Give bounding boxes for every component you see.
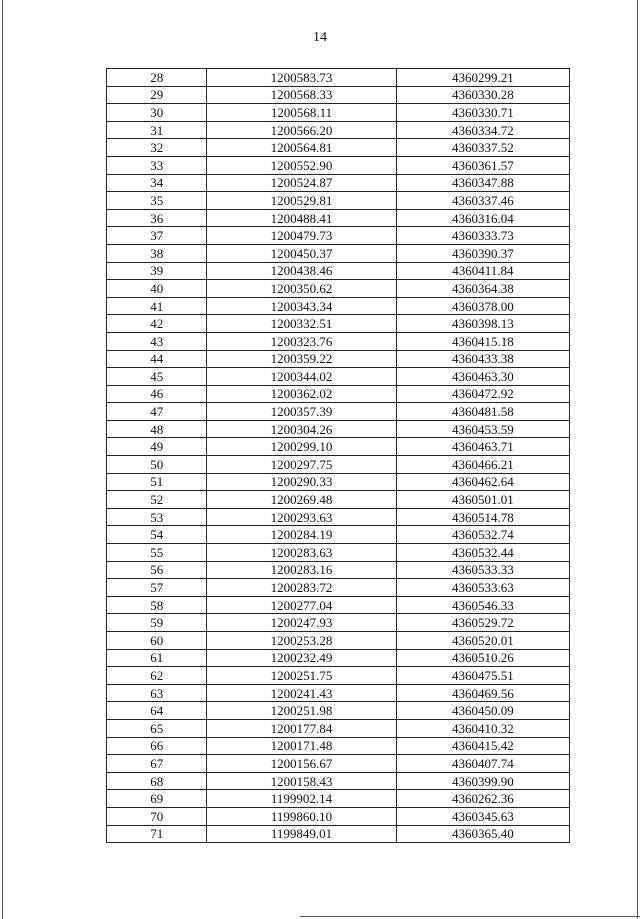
coordinates-table-body xyxy=(107,69,570,843)
y-coordinate-cell: 4360365.40 xyxy=(396,825,569,843)
x-coordinate-cell: 1200343.34 xyxy=(207,297,396,315)
point-number-cell: 43 xyxy=(107,332,207,350)
point-number-cell: 56 xyxy=(107,561,207,579)
y-coordinate-cell: 4360510.26 xyxy=(396,649,569,667)
x-coordinate-cell: 1200568.33 xyxy=(207,86,396,104)
x-coordinate-cell: 1200251.75 xyxy=(207,667,396,685)
y-coordinate-cell: 4360337.52 xyxy=(396,139,569,157)
y-coordinate-cell: 4360411.84 xyxy=(396,262,569,280)
x-coordinate-cell: 1200283.72 xyxy=(207,579,396,597)
x-coordinate-cell: 1200171.48 xyxy=(207,737,396,755)
point-number-cell: 44 xyxy=(107,350,207,368)
point-number-cell: 48 xyxy=(107,420,207,438)
point-number-cell: 49 xyxy=(107,438,207,456)
table-row xyxy=(107,772,570,790)
y-coordinate-cell: 4360472.92 xyxy=(396,385,569,403)
table-row xyxy=(107,139,570,157)
y-coordinate-cell: 4360529.72 xyxy=(396,614,569,632)
x-coordinate-cell: 1199860.10 xyxy=(207,807,396,825)
page-edge-right xyxy=(637,0,638,919)
point-number-cell: 31 xyxy=(107,121,207,139)
point-number-cell: 58 xyxy=(107,596,207,614)
table-row xyxy=(107,737,570,755)
table-row xyxy=(107,420,570,438)
table-row xyxy=(107,508,570,526)
point-number-cell: 41 xyxy=(107,297,207,315)
y-coordinate-cell: 4360378.00 xyxy=(396,297,569,315)
table-row xyxy=(107,385,570,403)
x-coordinate-cell: 1200299.10 xyxy=(207,438,396,456)
y-coordinate-cell: 4360450.09 xyxy=(396,702,569,720)
y-coordinate-cell: 4360316.04 xyxy=(396,209,569,227)
table-row xyxy=(107,491,570,509)
y-coordinate-cell: 4360481.58 xyxy=(396,403,569,421)
table-row xyxy=(107,368,570,386)
table-row xyxy=(107,825,570,843)
point-number-cell: 32 xyxy=(107,139,207,157)
point-number-cell: 70 xyxy=(107,807,207,825)
point-number-cell: 30 xyxy=(107,104,207,122)
point-number-cell: 29 xyxy=(107,86,207,104)
x-coordinate-cell: 1200438.46 xyxy=(207,262,396,280)
x-coordinate-cell: 1200479.73 xyxy=(207,227,396,245)
y-coordinate-cell: 4360398.13 xyxy=(396,315,569,333)
x-coordinate-cell: 1200283.63 xyxy=(207,544,396,562)
table-row xyxy=(107,297,570,315)
table-row xyxy=(107,403,570,421)
x-coordinate-cell: 1200359.22 xyxy=(207,350,396,368)
table-row xyxy=(107,755,570,773)
x-coordinate-cell: 1200277.04 xyxy=(207,596,396,614)
table-row xyxy=(107,315,570,333)
x-coordinate-cell: 1200450.37 xyxy=(207,244,396,262)
y-coordinate-cell: 4360337.46 xyxy=(396,192,569,210)
y-coordinate-cell: 4360475.51 xyxy=(396,667,569,685)
table-row xyxy=(107,438,570,456)
y-coordinate-cell: 4360533.63 xyxy=(396,579,569,597)
x-coordinate-cell: 1200253.28 xyxy=(207,632,396,650)
point-number-cell: 50 xyxy=(107,456,207,474)
table-row xyxy=(107,526,570,544)
x-coordinate-cell: 1200156.67 xyxy=(207,755,396,773)
table-row xyxy=(107,156,570,174)
point-number-cell: 64 xyxy=(107,702,207,720)
table-row xyxy=(107,174,570,192)
point-number-cell: 42 xyxy=(107,315,207,333)
page-edge-bottom xyxy=(300,916,640,917)
table-row xyxy=(107,456,570,474)
coordinates-table xyxy=(106,68,570,843)
point-number-cell: 57 xyxy=(107,579,207,597)
y-coordinate-cell: 4360415.18 xyxy=(396,332,569,350)
table-row xyxy=(107,614,570,632)
point-number-cell: 55 xyxy=(107,544,207,562)
y-coordinate-cell: 4360453.59 xyxy=(396,420,569,438)
x-coordinate-cell: 1200293.63 xyxy=(207,508,396,526)
point-number-cell: 53 xyxy=(107,508,207,526)
x-coordinate-cell: 1200269.48 xyxy=(207,491,396,509)
x-coordinate-cell: 1200283.16 xyxy=(207,561,396,579)
table-row xyxy=(107,649,570,667)
y-coordinate-cell: 4360399.90 xyxy=(396,772,569,790)
x-coordinate-cell: 1200297.75 xyxy=(207,456,396,474)
y-coordinate-cell: 4360463.71 xyxy=(396,438,569,456)
x-coordinate-cell: 1199849.01 xyxy=(207,825,396,843)
table-row xyxy=(107,332,570,350)
table-row xyxy=(107,702,570,720)
point-number-cell: 66 xyxy=(107,737,207,755)
x-coordinate-cell: 1200583.73 xyxy=(207,69,396,87)
table-row xyxy=(107,719,570,737)
y-coordinate-cell: 4360546.33 xyxy=(396,596,569,614)
x-coordinate-cell: 1200251.98 xyxy=(207,702,396,720)
y-coordinate-cell: 4360514.78 xyxy=(396,508,569,526)
table-row xyxy=(107,86,570,104)
x-coordinate-cell: 1200344.02 xyxy=(207,368,396,386)
table-row xyxy=(107,227,570,245)
y-coordinate-cell: 4360347.88 xyxy=(396,174,569,192)
x-coordinate-cell: 1200488.41 xyxy=(207,209,396,227)
y-coordinate-cell: 4360533.33 xyxy=(396,561,569,579)
point-number-cell: 61 xyxy=(107,649,207,667)
point-number-cell: 28 xyxy=(107,69,207,87)
table-row xyxy=(107,244,570,262)
y-coordinate-cell: 4360364.38 xyxy=(396,280,569,298)
point-number-cell: 33 xyxy=(107,156,207,174)
x-coordinate-cell: 1200568.11 xyxy=(207,104,396,122)
page-edge-left xyxy=(2,0,3,919)
point-number-cell: 35 xyxy=(107,192,207,210)
point-number-cell: 68 xyxy=(107,772,207,790)
y-coordinate-cell: 4360330.71 xyxy=(396,104,569,122)
x-coordinate-cell: 1200332.51 xyxy=(207,315,396,333)
x-coordinate-cell: 1200350.62 xyxy=(207,280,396,298)
y-coordinate-cell: 4360407.74 xyxy=(396,755,569,773)
point-number-cell: 34 xyxy=(107,174,207,192)
y-coordinate-cell: 4360433.38 xyxy=(396,350,569,368)
point-number-cell: 51 xyxy=(107,473,207,491)
x-coordinate-cell: 1200158.43 xyxy=(207,772,396,790)
table-row xyxy=(107,632,570,650)
x-coordinate-cell: 1200357.39 xyxy=(207,403,396,421)
table-row xyxy=(107,280,570,298)
point-number-cell: 45 xyxy=(107,368,207,386)
y-coordinate-cell: 4360333.73 xyxy=(396,227,569,245)
x-coordinate-cell: 1200524.87 xyxy=(207,174,396,192)
point-number-cell: 36 xyxy=(107,209,207,227)
y-coordinate-cell: 4360501.01 xyxy=(396,491,569,509)
point-number-cell: 62 xyxy=(107,667,207,685)
x-coordinate-cell: 1200362.02 xyxy=(207,385,396,403)
table-row xyxy=(107,104,570,122)
y-coordinate-cell: 4360299.21 xyxy=(396,69,569,87)
x-coordinate-cell: 1200232.49 xyxy=(207,649,396,667)
y-coordinate-cell: 4360462.64 xyxy=(396,473,569,491)
table-row xyxy=(107,262,570,280)
table-row xyxy=(107,807,570,825)
point-number-cell: 40 xyxy=(107,280,207,298)
table-row xyxy=(107,69,570,87)
y-coordinate-cell: 4360532.74 xyxy=(396,526,569,544)
table-row xyxy=(107,561,570,579)
point-number-cell: 54 xyxy=(107,526,207,544)
table-row xyxy=(107,684,570,702)
point-number-cell: 46 xyxy=(107,385,207,403)
table-row xyxy=(107,579,570,597)
y-coordinate-cell: 4360361.57 xyxy=(396,156,569,174)
y-coordinate-cell: 4360469.56 xyxy=(396,684,569,702)
point-number-cell: 67 xyxy=(107,755,207,773)
table-row xyxy=(107,790,570,808)
table-row xyxy=(107,544,570,562)
point-number-cell: 59 xyxy=(107,614,207,632)
point-number-cell: 60 xyxy=(107,632,207,650)
point-number-cell: 63 xyxy=(107,684,207,702)
y-coordinate-cell: 4360410.32 xyxy=(396,719,569,737)
point-number-cell: 69 xyxy=(107,790,207,808)
x-coordinate-cell: 1200529.81 xyxy=(207,192,396,210)
y-coordinate-cell: 4360532.44 xyxy=(396,544,569,562)
y-coordinate-cell: 4360463.30 xyxy=(396,368,569,386)
table-row xyxy=(107,473,570,491)
x-coordinate-cell: 1200290.33 xyxy=(207,473,396,491)
x-coordinate-cell: 1199902.14 xyxy=(207,790,396,808)
y-coordinate-cell: 4360345.63 xyxy=(396,807,569,825)
page-number: 14 xyxy=(313,30,327,45)
x-coordinate-cell: 1200304.26 xyxy=(207,420,396,438)
y-coordinate-cell: 4360330.28 xyxy=(396,86,569,104)
table-row xyxy=(107,121,570,139)
y-coordinate-cell: 4360262.36 xyxy=(396,790,569,808)
x-coordinate-cell: 1200552.90 xyxy=(207,156,396,174)
point-number-cell: 47 xyxy=(107,403,207,421)
x-coordinate-cell: 1200247.93 xyxy=(207,614,396,632)
x-coordinate-cell: 1200323.76 xyxy=(207,332,396,350)
point-number-cell: 52 xyxy=(107,491,207,509)
point-number-cell: 65 xyxy=(107,719,207,737)
table-row xyxy=(107,667,570,685)
y-coordinate-cell: 4360415.42 xyxy=(396,737,569,755)
y-coordinate-cell: 4360520.01 xyxy=(396,632,569,650)
y-coordinate-cell: 4360334.72 xyxy=(396,121,569,139)
point-number-cell: 37 xyxy=(107,227,207,245)
x-coordinate-cell: 1200177.84 xyxy=(207,719,396,737)
table-row xyxy=(107,192,570,210)
table-row xyxy=(107,209,570,227)
y-coordinate-cell: 4360390.37 xyxy=(396,244,569,262)
table-row xyxy=(107,596,570,614)
table-row xyxy=(107,350,570,368)
point-number-cell: 38 xyxy=(107,244,207,262)
x-coordinate-cell: 1200566.20 xyxy=(207,121,396,139)
point-number-cell: 71 xyxy=(107,825,207,843)
x-coordinate-cell: 1200284.19 xyxy=(207,526,396,544)
x-coordinate-cell: 1200564.81 xyxy=(207,139,396,157)
x-coordinate-cell: 1200241.43 xyxy=(207,684,396,702)
y-coordinate-cell: 4360466.21 xyxy=(396,456,569,474)
point-number-cell: 39 xyxy=(107,262,207,280)
